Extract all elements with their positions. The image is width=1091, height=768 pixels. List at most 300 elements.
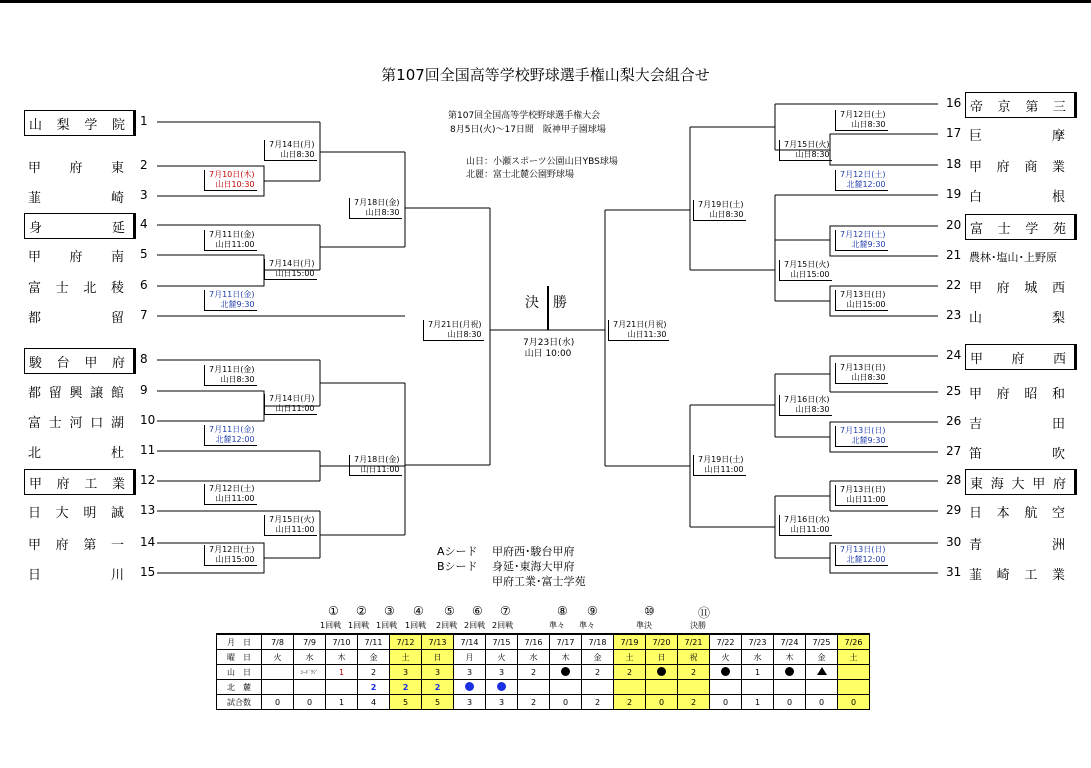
calendar-cell: 金	[582, 650, 614, 665]
calendar-cell: 2	[582, 695, 614, 710]
calendar-cell: 7/11	[358, 634, 390, 650]
match-date: 7月15日(火)	[784, 140, 830, 149]
team-number: 9	[140, 383, 148, 397]
calendar-cell	[454, 680, 486, 695]
team-number: 27	[946, 444, 962, 458]
calendar-cell: 7/14	[454, 634, 486, 650]
calendar-cell: 金	[806, 650, 838, 665]
calendar-cell: 水	[742, 650, 774, 665]
match-time: 山日11:00	[704, 465, 744, 474]
team-name-char: 稜	[110, 281, 124, 296]
match-schedule	[835, 230, 888, 251]
round-label: 1回戦	[376, 621, 398, 630]
round-number: ⑥	[472, 604, 483, 618]
team-name-char: 学	[1025, 222, 1039, 237]
match-schedule	[204, 545, 257, 566]
calendar-cell: 7/22	[710, 634, 742, 650]
schedule-calendar	[216, 633, 870, 710]
calendar-row-label: 月 日	[217, 634, 262, 650]
match-date: 7月21日(月祝)	[428, 320, 482, 329]
match-time: 北麓12:00	[846, 555, 886, 564]
round-number: ③	[384, 604, 395, 618]
calendar-cell	[262, 665, 294, 680]
calendar-cell: 土	[838, 650, 870, 665]
team-name-char: 府	[996, 387, 1010, 402]
national-tournament-name: 第107回全国高等学校野球選手権大会	[448, 111, 601, 121]
team-name-char: 帝	[970, 100, 984, 115]
match-date: 7月11日(金)	[209, 365, 255, 374]
reserve-triangle-icon	[817, 667, 827, 675]
calendar-cell: 土	[614, 650, 646, 665]
calendar-cell: 2	[390, 680, 422, 695]
calendar-cell: 金	[358, 650, 390, 665]
round-label: 1回戦	[405, 621, 427, 630]
match-time: 山日11:00	[215, 494, 255, 503]
calendar-cell: 木	[550, 650, 582, 665]
match-time: 山日11:00	[275, 525, 315, 534]
team-name-char: 興	[69, 386, 83, 401]
team-name-char: 工	[84, 477, 98, 492]
calendar-cell: 7/16	[518, 634, 550, 650]
calendar-cell	[326, 680, 358, 695]
venue-yamanichi: 山日：小瀬スポーツ公園山日YBS球場	[466, 157, 618, 167]
match-time: 山日8:30	[851, 120, 886, 129]
team-name-char: 甲	[969, 387, 983, 402]
team-name-char: 崎	[996, 568, 1010, 583]
calendar-cell: 0	[774, 695, 806, 710]
calendar-cell	[710, 665, 742, 680]
match-date: 7月14日(月)	[269, 140, 315, 149]
team-3	[24, 184, 132, 208]
team-name-char: 吹	[1051, 447, 1065, 462]
team-28	[965, 469, 1077, 495]
calendar-cell: 0	[294, 695, 326, 710]
team-name-char: 府	[996, 160, 1010, 175]
match-date: 7月16日(水)	[784, 395, 830, 404]
match-dot-icon	[497, 682, 506, 691]
round-label: 2回戦	[492, 621, 514, 630]
match-date: 7月21日(月祝)	[613, 320, 667, 329]
match-schedule	[835, 170, 888, 191]
calendar-cell	[518, 680, 550, 695]
calendar-cell: 土	[390, 650, 422, 665]
calendar-cell: 3	[454, 665, 486, 680]
calendar-cell: 日	[422, 650, 454, 665]
team-number: 15	[140, 565, 156, 579]
match-date: 7月13日(日)	[840, 485, 886, 494]
calendar-cell: 2	[582, 665, 614, 680]
team-name-char: 譲	[90, 386, 104, 401]
match-time: 山日11:30	[627, 330, 667, 339]
calendar-cell: 火	[262, 650, 294, 665]
round-label: 準々	[549, 621, 565, 630]
bracket-line	[830, 134, 938, 165]
round-number: ①	[328, 604, 339, 618]
calendar-cell: 2	[518, 665, 550, 680]
match-schedule	[349, 198, 402, 219]
team-10	[24, 409, 132, 433]
team-name-char: 口	[90, 416, 104, 431]
match-time: 山日11:00	[846, 495, 886, 504]
team-11	[24, 439, 132, 463]
calendar-cell: 3	[422, 665, 454, 680]
calendar-cell	[742, 680, 774, 695]
team-name-char: 城	[1024, 281, 1038, 296]
team-name-char: 甲	[28, 161, 42, 176]
team-name-char: 甲	[28, 538, 42, 553]
team-18	[965, 153, 1073, 177]
team-24	[965, 344, 1077, 370]
calendar-cell: 7/18	[582, 634, 614, 650]
team-number: 21	[946, 248, 962, 262]
match-date: 7月18日(金)	[354, 198, 400, 207]
team-name-char: 根	[1051, 190, 1065, 205]
calendar-cell: 2	[678, 695, 710, 710]
team-name-char: 洲	[1051, 538, 1065, 553]
team-name-char: 商	[1024, 160, 1038, 175]
team-name-char: 大	[55, 506, 69, 521]
match-dot-icon	[465, 682, 474, 691]
match-schedule	[835, 363, 888, 384]
match-schedule	[779, 395, 832, 416]
calendar-cell: 0	[262, 695, 294, 710]
match-schedule	[204, 290, 257, 311]
team-number: 4	[140, 217, 148, 231]
team-name-char: 東	[970, 477, 984, 492]
calendar-cell: 7/24	[774, 634, 806, 650]
match-schedule	[264, 140, 317, 161]
team-19	[965, 183, 1073, 207]
match-schedule	[204, 170, 257, 191]
team-number: 30	[946, 535, 962, 549]
calendar-cell: 3	[454, 695, 486, 710]
team-name-char: 延	[111, 221, 125, 236]
team-number: 29	[946, 503, 962, 517]
match-date: 7月12日(土)	[209, 484, 255, 493]
team-name-char: 士	[997, 222, 1011, 237]
team-name-char: 和	[1051, 387, 1065, 402]
calendar-row-label: 試合数	[217, 695, 262, 710]
calendar-cell: 7/21	[678, 634, 710, 650]
match-date: 7月13日(日)	[840, 426, 886, 435]
calendar-cell: 月	[454, 650, 486, 665]
match-schedule	[264, 394, 317, 415]
team-22	[965, 274, 1073, 298]
match-dot-icon	[721, 667, 730, 676]
team-1	[24, 110, 136, 136]
match-date: 7月10日(木)	[209, 170, 255, 179]
calendar-row-label: 山 日	[217, 665, 262, 680]
bracket-line	[157, 391, 264, 421]
team-name-char: 駿	[29, 356, 43, 371]
calendar-cell: 2	[678, 665, 710, 680]
match-schedule	[349, 455, 402, 476]
team-name-char: 府	[69, 250, 83, 265]
round-number: ⑨	[587, 604, 598, 618]
match-schedule	[204, 484, 257, 505]
calendar-cell: 5	[422, 695, 454, 710]
calendar-cell: 水	[518, 650, 550, 665]
match-dot-icon	[657, 667, 666, 676]
team-number: 7	[140, 308, 148, 322]
team-name-char: 苑	[1052, 222, 1066, 237]
bracket-line	[157, 255, 264, 286]
team-number: 1	[140, 114, 148, 128]
team-name-char: 本	[996, 506, 1010, 521]
team-name-char: 誠	[110, 506, 124, 521]
match-date: 7月16日(水)	[784, 515, 830, 524]
calendar-cell	[806, 665, 838, 680]
team-number: 3	[140, 188, 148, 202]
a-seed-label: Aシード	[437, 545, 478, 558]
round-number: ⑪	[698, 606, 711, 620]
team-number: 5	[140, 247, 148, 261]
calendar-cell: 木	[774, 650, 806, 665]
round-label: 1回戦	[348, 621, 370, 630]
calendar-cell: 7/26	[838, 634, 870, 650]
calendar-cell: 7/19	[614, 634, 646, 650]
match-date: 7月14日(月)	[269, 394, 315, 403]
team-23	[965, 304, 1073, 328]
match-date: 7月11日(金)	[209, 290, 255, 299]
match-time: 北麓12:00	[846, 180, 886, 189]
calendar-cell: 火	[710, 650, 742, 665]
match-schedule	[204, 230, 257, 251]
team-name-char: 梨	[1051, 311, 1065, 326]
round-number: ⑩	[644, 604, 655, 618]
calendar-cell: 5	[390, 695, 422, 710]
match-schedule	[264, 259, 317, 280]
calendar-cell	[838, 680, 870, 695]
calendar-cell	[294, 680, 326, 695]
round-label: 2回戦	[464, 621, 486, 630]
team-number: 26	[946, 414, 962, 428]
team-15	[24, 561, 132, 585]
team-name-char: 院	[111, 118, 125, 133]
match-time: 北麓9:30	[220, 300, 255, 309]
team-name-char: 身	[29, 221, 43, 236]
team-name-char: 摩	[1051, 129, 1065, 144]
team-name-char: 航	[1024, 506, 1038, 521]
team-14	[24, 531, 132, 555]
calendar-cell: 1	[326, 695, 358, 710]
match-schedule	[693, 455, 746, 476]
team-25	[965, 380, 1073, 404]
match-dot-icon	[561, 667, 570, 676]
calendar-cell: 4	[358, 695, 390, 710]
calendar-cell: 2	[422, 680, 454, 695]
match-date: 7月19日(土)	[698, 455, 744, 464]
team-name-char: 府	[1052, 477, 1066, 492]
team-name-char: 甲	[969, 160, 983, 175]
team-2	[24, 154, 132, 178]
match-date: 7月12日(土)	[209, 545, 255, 554]
team-name-char: 甲	[29, 477, 43, 492]
team-name-char: 士	[55, 281, 69, 296]
team-27	[965, 440, 1073, 464]
match-time: 山日15:00	[215, 555, 255, 564]
team-7	[24, 304, 132, 328]
calendar-cell	[774, 680, 806, 695]
team-17	[965, 122, 1073, 146]
team-name-char: 山	[969, 311, 983, 326]
match-schedule	[779, 140, 832, 161]
calendar-cell: 7/25	[806, 634, 838, 650]
match-date: 7月15日(火)	[784, 260, 830, 269]
calendar-cell: 0	[806, 695, 838, 710]
calendar-cell	[678, 680, 710, 695]
team-name-char: 崎	[110, 191, 124, 206]
team-name-char: 昭	[1024, 387, 1038, 402]
calendar-cell: 2	[518, 695, 550, 710]
calendar-cell: 0	[838, 695, 870, 710]
team-number: 16	[946, 96, 962, 110]
team-name-char: 甲	[84, 356, 98, 371]
calendar-cell: 7/9	[294, 634, 326, 650]
calendar-cell: 2	[358, 665, 390, 680]
team-name-char: 海	[990, 477, 1004, 492]
match-schedule	[204, 425, 257, 446]
team-name-char: 農林･塩山･上野原	[969, 251, 1057, 264]
team-name-char: 都	[28, 311, 42, 326]
calendar-cell	[710, 680, 742, 695]
team-number: 20	[946, 218, 962, 232]
calendar-cell	[806, 680, 838, 695]
match-dot-icon	[785, 667, 794, 676]
b-seed-teams-2: 甲府工業･富士学苑	[492, 575, 586, 588]
calendar-row-label: 曜 日	[217, 650, 262, 665]
match-schedule	[779, 515, 832, 536]
team-name-char: 府	[996, 281, 1010, 296]
team-number: 31	[946, 565, 962, 579]
final-date: 7月23日(水)	[523, 338, 575, 348]
calendar-cell: 7/17	[550, 634, 582, 650]
page-title: 第107回全国高等学校野球選手権山梨大会組合せ	[381, 66, 710, 84]
team-name-char: 日	[969, 506, 983, 521]
a-seed-teams: 甲府西･駿台甲府	[492, 545, 575, 558]
match-date: 7月13日(日)	[840, 290, 886, 299]
team-30	[965, 531, 1073, 555]
team-number: 22	[946, 278, 962, 292]
match-schedule	[693, 200, 746, 221]
calendar-row-label: 北 麓	[217, 680, 262, 695]
team-name-char: 富	[970, 222, 984, 237]
team-name-char: 業	[111, 477, 125, 492]
calendar-cell: 2	[358, 680, 390, 695]
calendar-cell: 3	[486, 695, 518, 710]
round-number: ④	[413, 604, 424, 618]
match-date: 7月14日(月)	[269, 259, 315, 268]
calendar-cell	[646, 680, 678, 695]
match-schedule	[835, 545, 888, 566]
match-time: 山日8:30	[365, 208, 400, 217]
match-date: 7月12日(土)	[840, 110, 886, 119]
team-name-char: 三	[1052, 100, 1066, 115]
match-time: 山日11:00	[360, 465, 400, 474]
match-date: 7月13日(日)	[840, 363, 886, 372]
team-name-char: 富	[28, 281, 42, 296]
team-name-char: 白	[969, 190, 983, 205]
team-name-char: 北	[83, 281, 97, 296]
team-number: 11	[140, 443, 156, 457]
team-number: 25	[946, 384, 962, 398]
team-name-char: 空	[1051, 506, 1065, 521]
match-time: 山日8:30	[447, 330, 482, 339]
calendar-cell	[550, 665, 582, 680]
match-schedule	[204, 365, 257, 386]
calendar-cell	[646, 665, 678, 680]
calendar-cell: 7/15	[486, 634, 518, 650]
national-tournament-dates: 8月5日(火)～17日間 阪神甲子園球場	[450, 125, 606, 135]
team-number: 28	[946, 473, 962, 487]
match-date: 7月13日(日)	[840, 545, 886, 554]
team-name-char: 東	[110, 161, 124, 176]
final-time: 山日 10:00	[524, 349, 572, 359]
team-number: 18	[946, 157, 962, 171]
team-name-char: 京	[997, 100, 1011, 115]
team-name-char: 甲	[970, 352, 984, 367]
team-number: 17	[946, 126, 962, 140]
match-schedule	[835, 110, 888, 131]
team-name-char: 北	[28, 446, 42, 461]
team-31	[965, 561, 1073, 585]
calendar-cell: 7/12	[390, 634, 422, 650]
team-number: 6	[140, 278, 148, 292]
team-number: 2	[140, 158, 148, 172]
team-name-char: 府	[1011, 352, 1025, 367]
match-date: 7月18日(金)	[354, 455, 400, 464]
team-name-char: 甲	[28, 250, 42, 265]
calendar-cell: 1	[742, 665, 774, 680]
team-number: 13	[140, 503, 156, 517]
team-name-char: 巨	[969, 129, 983, 144]
team-name-char: 富	[28, 416, 42, 431]
calendar-cell: 火	[486, 650, 518, 665]
team-number: 12	[140, 473, 156, 487]
match-time: 山日10:30	[215, 180, 255, 189]
match-date: 7月12日(土)	[840, 170, 886, 179]
team-name-char: 第	[1025, 100, 1039, 115]
calendar-cell: 7/13	[422, 634, 454, 650]
team-13	[24, 499, 132, 523]
match-time: 北麓12:00	[215, 435, 255, 444]
match-time: 山日8:30	[220, 375, 255, 384]
calendar-cell	[774, 665, 806, 680]
match-time: 山日11:00	[275, 404, 315, 413]
match-schedule	[608, 320, 669, 341]
team-number: 24	[946, 348, 962, 362]
team-name-char: 工	[1024, 568, 1038, 583]
team-6	[24, 274, 132, 298]
team-name-char: 湖	[110, 416, 124, 431]
team-name-char: 学	[84, 118, 98, 133]
match-time: 山日15:00	[275, 269, 315, 278]
calendar-cell	[550, 680, 582, 695]
calendar-cell: 2	[614, 695, 646, 710]
team-name-char: 日	[28, 568, 42, 583]
team-9	[24, 379, 132, 403]
calendar-cell: 0	[710, 695, 742, 710]
team-name-char: 韮	[28, 191, 42, 206]
team-20	[965, 214, 1077, 240]
match-date: 7月11日(金)	[209, 425, 255, 434]
team-12	[24, 469, 136, 495]
match-date: 7月19日(土)	[698, 200, 744, 209]
team-number: 10	[140, 413, 156, 427]
team-4	[24, 213, 136, 239]
calendar-cell: 0	[646, 695, 678, 710]
calendar-cell: ｼｰﾄﾞｸｼﾞ	[294, 665, 326, 680]
